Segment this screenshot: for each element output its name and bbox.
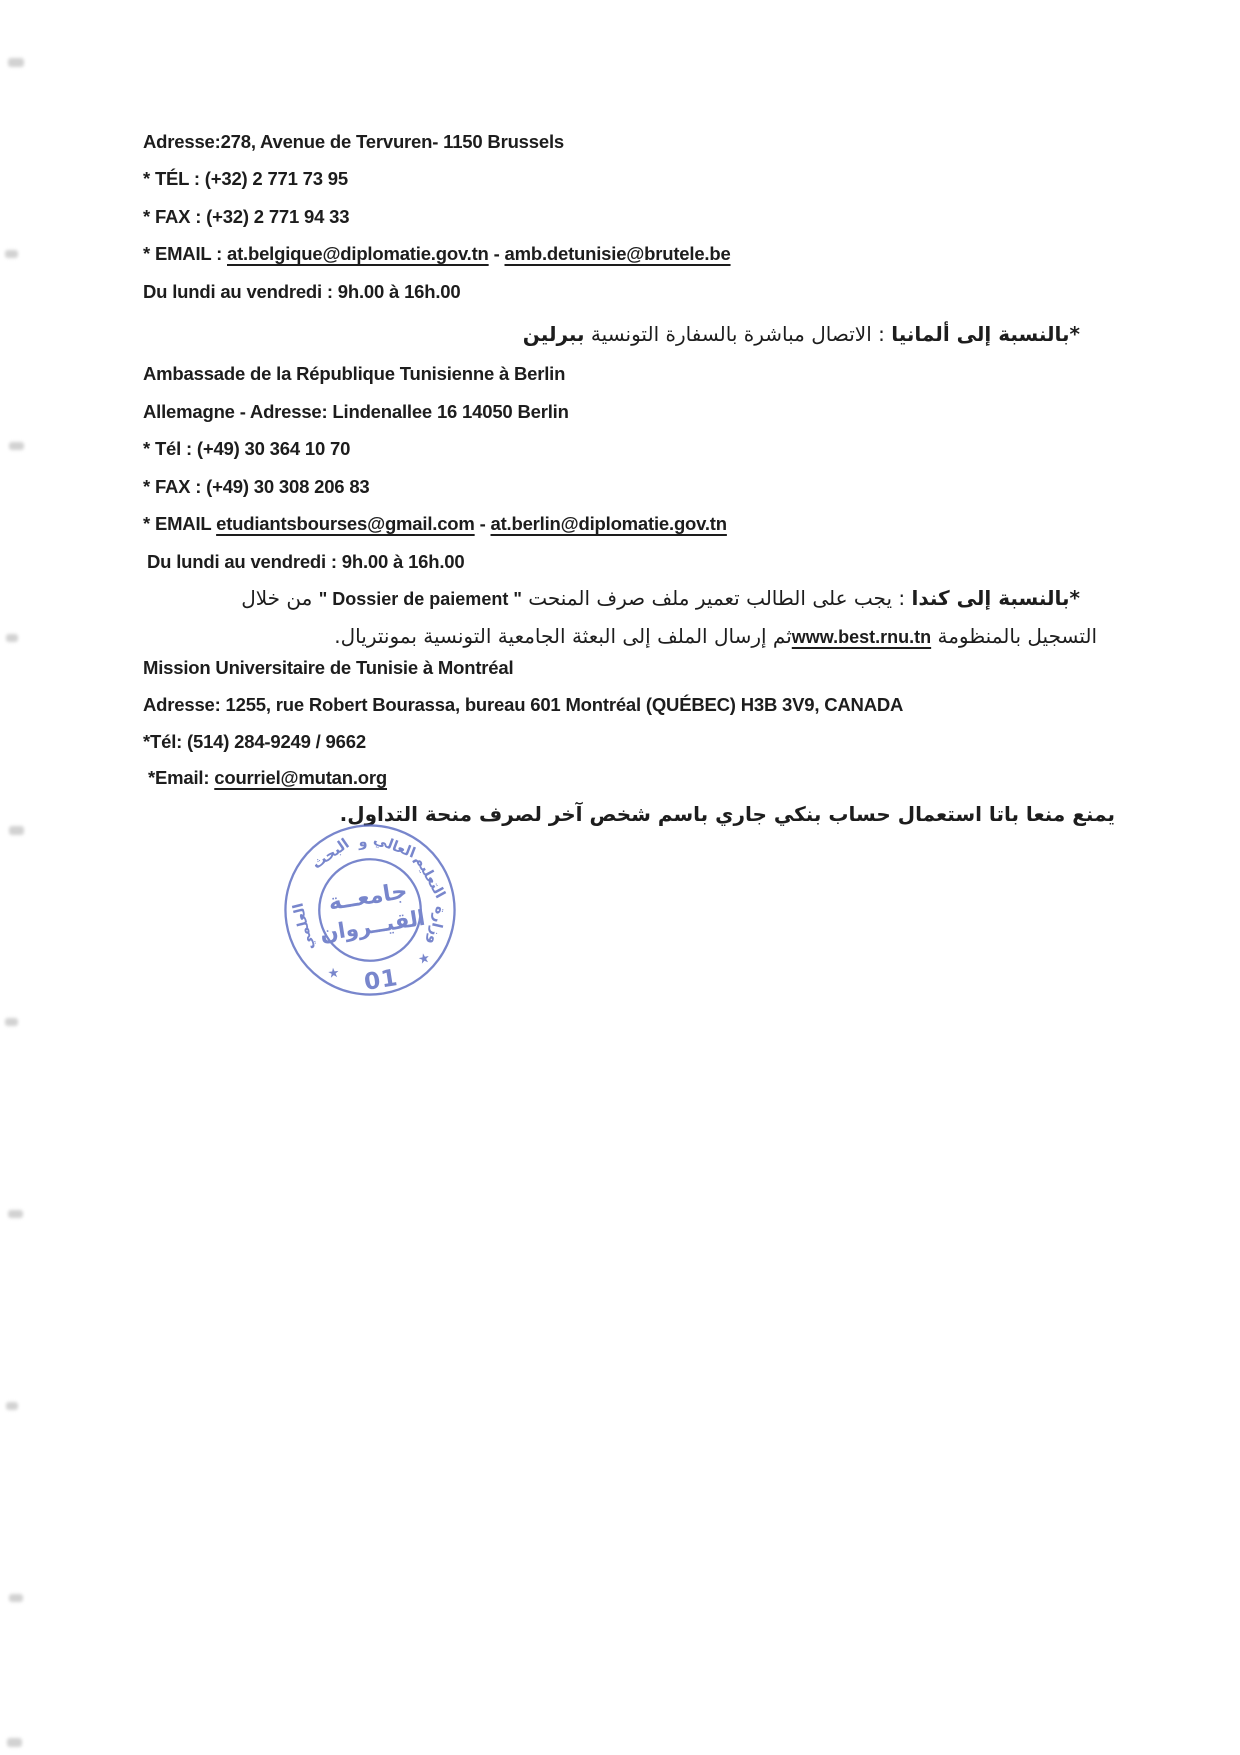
germany-note-tail: ببرلين — [522, 322, 585, 346]
email-label: * EMAIL : — [143, 243, 227, 264]
email-link-brutele: amb.detunisie@brutele.be — [504, 243, 731, 264]
berlin-address-line: Allemagne - Adresse: Lindenallee 16 14050 Berlin — [143, 401, 569, 422]
berlin-tel-line: * Tél : (+49) 30 364 10 70 — [143, 438, 351, 459]
canada-note-line2-lead: التسجيل بالمنظومة — [931, 624, 1097, 648]
canada-note-line2 — [334, 624, 1097, 648]
scan-artifact — [8, 58, 24, 67]
canada-note-lead: *بالنسبة إلى كندا — [911, 586, 1080, 610]
brussels-email-line — [143, 243, 731, 265]
email-separator: - — [488, 243, 505, 264]
brussels-address-line: Adresse:278, Avenue de Tervuren- 1150 Brussels — [143, 131, 564, 152]
university-stamp — [268, 804, 473, 1016]
email-label: * EMAIL — [143, 513, 217, 534]
scan-artifact — [6, 1402, 18, 1410]
stamp-center-line2: القيــروان — [318, 905, 427, 948]
montreal-address-line: Adresse: 1255, rue Robert Bourassa, bureau 601 Montréal (QUÉBEC) H3B 3V9, CANADA — [143, 694, 904, 715]
email-link-berlin: at.berlin@diplomatie.gov.tn — [490, 513, 727, 534]
stamp-number: 01 — [362, 964, 400, 996]
berlin-hours-line: Du lundi au vendredi : 9h.00 à 16h.00 — [147, 551, 465, 572]
canada-note-body2: من خلال — [241, 586, 319, 610]
canada-note-line1 — [241, 586, 1080, 610]
scan-artifact — [6, 634, 18, 642]
email-label: *Email: — [148, 767, 215, 788]
stamp-rim-word: العالي — [371, 831, 418, 862]
stamp-star-right: ★ — [413, 948, 434, 968]
montreal-tel-line: *Tél: (514) 284-9249 / 9662 — [143, 731, 366, 752]
email-separator: - — [474, 513, 491, 534]
scan-artifact — [9, 826, 24, 835]
stamp-rim-word: البحث — [309, 835, 353, 873]
montreal-title-line: Mission Universitaire de Tunisie à Montréal — [143, 657, 514, 678]
berlin-fax-line: * FAX : (+49) 30 308 206 83 — [143, 476, 370, 497]
stamp-star-left: ★ — [325, 962, 343, 982]
berlin-title-line: Ambassade de la République Tunisienne à Berlin — [143, 363, 566, 384]
stamp-rim-word: التعليم — [411, 852, 448, 902]
email-link-belgique: at.belgique@diplomatie.gov.tn — [227, 243, 489, 264]
berlin-email-line — [143, 513, 727, 535]
canada-note-body1: : يجب على الطالب تعمير ملف صرف المنحت — [521, 586, 912, 610]
best-rnu-link: www.best.rnu.tn — [791, 627, 932, 647]
scan-artifact — [5, 1018, 18, 1026]
scan-artifact — [5, 250, 18, 258]
email-link-mutan: courriel@mutan.org — [214, 767, 388, 788]
stamp-rim-word: و — [357, 833, 369, 851]
germany-note-lead: *بالنسبة إلى ألمانيا — [891, 322, 1080, 346]
scan-artifact — [9, 1594, 23, 1602]
scan-artifact — [8, 1210, 23, 1218]
montreal-email-line — [148, 767, 387, 789]
brussels-hours-line: Du lundi au vendredi : 9h.00 à 16h.00 — [143, 281, 461, 302]
stamp-center-line1: جامعــة — [326, 877, 410, 916]
dossier-de-paiement-label: " Dossier de paiement " — [318, 589, 522, 609]
scan-artifact — [7, 1738, 22, 1747]
canada-note-line2-tail: ثم إرسال الملف إلى البعثة الجامعية التونسية بمونتريال. — [334, 624, 792, 648]
stamp-rim-word: العلمي — [290, 901, 318, 952]
brussels-tel-line: * TÉL : (+32) 2 771 73 95 — [143, 168, 348, 189]
stamp-rim-word: وزارة — [424, 904, 449, 946]
brussels-fax-line: * FAX : (+32) 2 771 94 33 — [143, 206, 350, 227]
germany-note-line — [523, 322, 1080, 346]
germany-note-body: : الاتصال مباشرة بالسفارة التونسية — [584, 322, 892, 346]
warning-line: يمنع منعا باتا استعمال حساب بنكي جاري باسم شخص آخر لصرف منحة التداول. — [339, 802, 1115, 826]
scan-artifact — [9, 442, 24, 450]
email-link-etudiantsbourses: etudiantsbourses@gmail.com — [216, 513, 475, 534]
